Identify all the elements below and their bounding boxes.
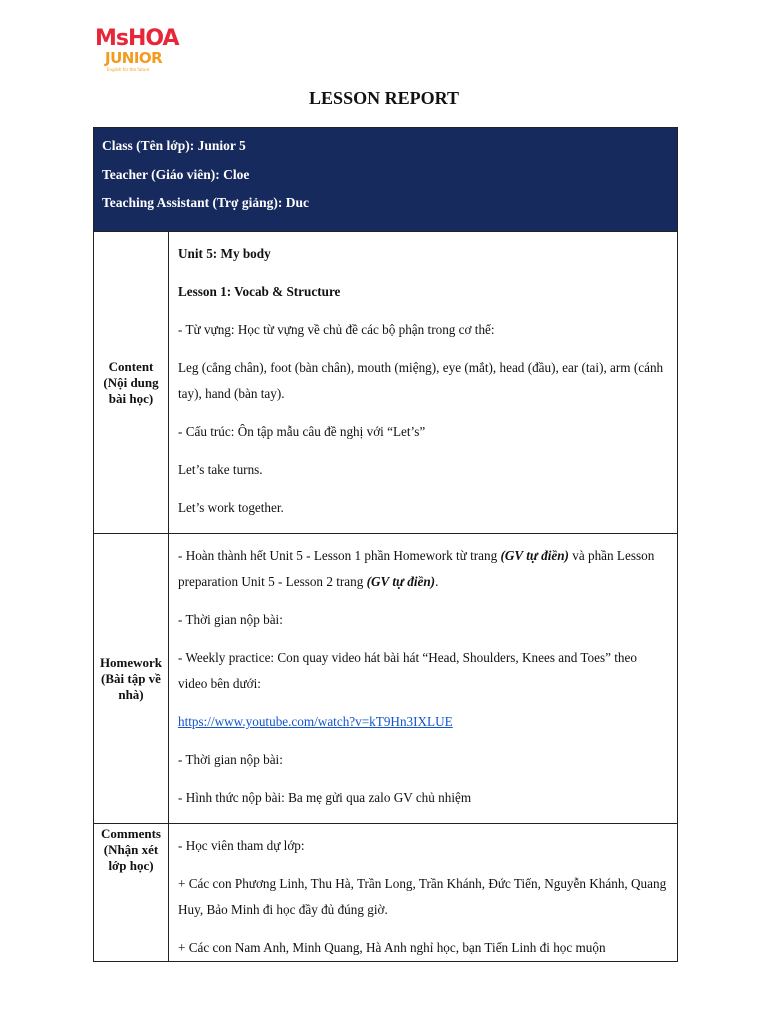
teaching-assistant-line: Teaching Assistant (Trợ giảng): Duc	[102, 195, 309, 210]
comments-label: Comments (Nhận xét lớp học)	[94, 824, 169, 962]
page-title: LESSON REPORT	[309, 88, 459, 108]
weekly-practice: - Weekly practice: Con quay video hát bài hát “Head, Shoulders, Knees and Toes” theo video bên dưới:	[178, 650, 637, 691]
structure-intro: - Cấu trúc: Ôn tập mẫu câu đề nghị với “Let’s”	[178, 424, 426, 439]
logo-brand-text: MsHOA	[95, 26, 179, 51]
submission-method: - Hình thức nộp bài: Ba mẹ gửi qua zalo GV chủ nhiệm	[178, 790, 472, 805]
page-placeholder-1: (GV tự điền)	[500, 548, 569, 563]
logo-sub-text: JUNIOR	[105, 49, 163, 67]
logo-tagline: English for the future	[107, 67, 150, 72]
class-line: Class (Tên lớp): Junior 5	[102, 138, 246, 153]
content-row	[94, 232, 678, 534]
unit-title: Unit 5: My body	[178, 246, 271, 261]
content-body	[169, 232, 678, 534]
comments-row	[94, 824, 678, 962]
present-students: + Các con Phương Linh, Thu Hà, Trần Long, Trần Khánh, Đức Tiến, Nguyễn Khánh, Quang Huy, Bảo Minh đi học đầy đủ đúng giờ.	[178, 876, 667, 917]
video-link-line	[178, 709, 669, 735]
homework-label: Homework (Bài tập về nhà)	[94, 534, 169, 824]
homework-task-part-2: và phần Lesson preparation Unit 5 - Lesson 2 trang	[178, 548, 655, 589]
comments-body	[169, 824, 678, 962]
homework-body	[169, 534, 678, 824]
example-sentence-1: Let’s take turns.	[178, 462, 263, 477]
comments-body-clip	[178, 833, 669, 955]
header-row	[94, 128, 678, 232]
vocab-list: Leg (cẳng chân), foot (bàn chân), mouth (miệng), eye (mắt), head (đầu), ear (tai), arm (cánh tay), hand (bàn tay).	[178, 360, 664, 401]
homework-task-part-3: .	[435, 574, 439, 589]
homework-task-part-1: - Hoàn thành hết Unit 5 - Lesson 1 phần Homework từ trang	[178, 548, 501, 563]
teacher-line: Teacher (Giáo viên): Cloe	[102, 166, 250, 182]
attendance-heading: - Học viên tham dự lớp:	[178, 838, 305, 853]
lesson-title: Lesson 1: Vocab & Structure	[178, 284, 341, 299]
youtube-link[interactable]: https://www.youtube.com/watch?v=kT9Hn3IXLUE	[178, 714, 453, 729]
lesson-report-table	[93, 127, 678, 962]
vocab-intro: - Từ vựng: Học từ vựng về chủ đề các bộ phận trong cơ thể:	[178, 322, 495, 337]
page-placeholder-2: (GV tự điền)	[366, 574, 436, 589]
example-sentence-2: Let’s work together.	[178, 500, 284, 515]
absent-students: + Các con Nam Anh, Minh Quang, Hà Anh nghỉ học, bạn Tiến Linh đi học muộn	[178, 940, 606, 955]
header-cell	[94, 128, 678, 232]
homework-row	[94, 534, 678, 824]
deadline-line-1: - Thời gian nộp bài:	[178, 612, 283, 627]
brand-logo	[95, 28, 195, 73]
content-label: Content (Nội dung bài học)	[94, 232, 169, 534]
deadline-line-2: - Thời gian nộp bài:	[178, 752, 283, 767]
homework-task	[178, 543, 669, 595]
